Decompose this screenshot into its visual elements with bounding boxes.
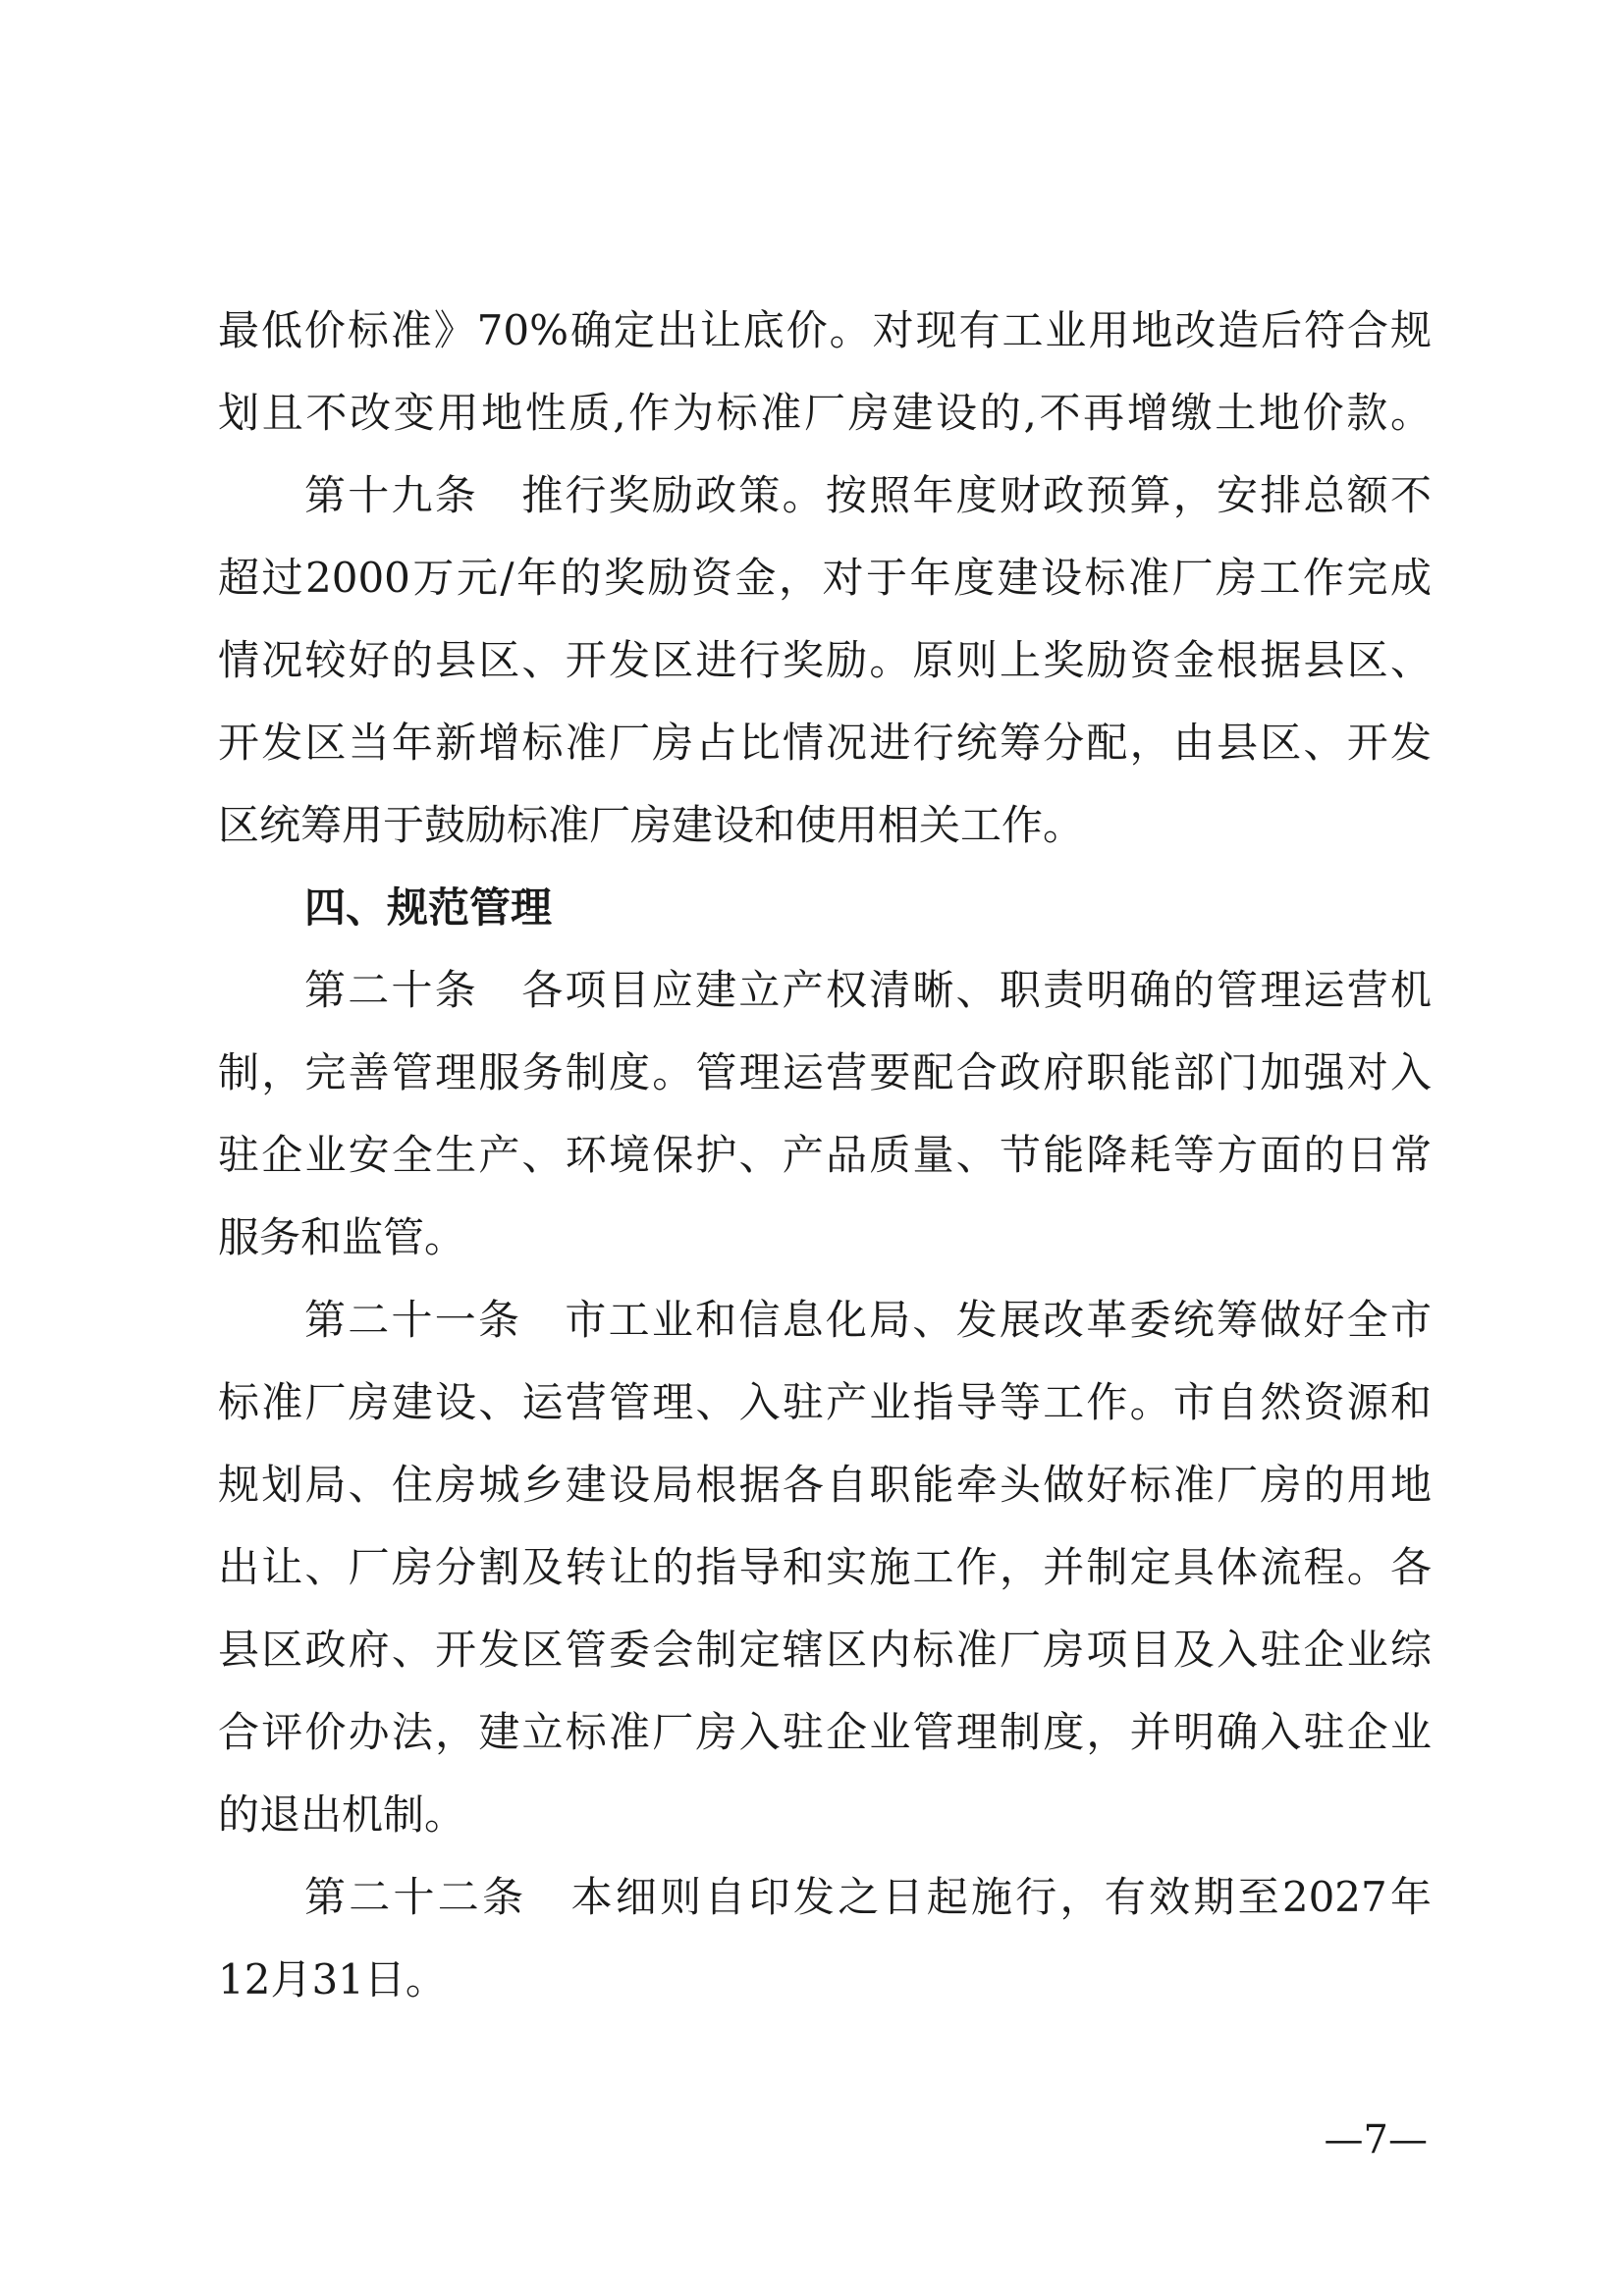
- body-line: 合评价办法，建立标准厂房入驻企业管理制度，并明确入驻企业: [218, 1708, 1432, 1756]
- body-line: 开发区当年新增标准厂房占比情况进行统筹分配，由县区、开发: [218, 719, 1432, 767]
- article-20-line: 第二十条 各项目应建立产权清晰、职责明确的管理运营机: [304, 966, 1432, 1014]
- body-line: 县区政府、开发区管委会制定辖区内标准厂房项目及入驻企业综: [218, 1626, 1432, 1674]
- body-line: 标准厂房建设、运营管理、入驻产业指导等工作。市自然资源和: [218, 1378, 1432, 1426]
- body-line: 区统筹用于鼓励标准厂房建设和使用相关工作。: [218, 801, 1085, 849]
- body-line: 驻企业安全生产、环境保护、产品质量、节能降耗等方面的日常: [218, 1131, 1432, 1179]
- body-line: 服务和监管。: [218, 1213, 466, 1261]
- body-line: 12月31日。: [218, 1955, 447, 2003]
- body-line: 制，完善管理服务制度。管理运营要配合政府职能部门加强对入: [218, 1048, 1432, 1096]
- body-line: 情况较好的县区、开发区进行奖励。原则上奖励资金根据县区、: [218, 636, 1432, 684]
- article-22-line: 第二十二条 本细则自印发之日起施行，有效期至2027年: [304, 1873, 1432, 1921]
- body-line: 规划局、住房城乡建设局根据各自职能牵头做好标准厂房的用地: [218, 1461, 1432, 1509]
- body-line: 划且不改变用地性质,作为标准厂房建设的,不再增缴土地价款。: [218, 389, 1432, 437]
- article-19-line: 第十九条 推行奖励政策。按照年度财政预算，安排总额不: [304, 471, 1432, 519]
- body-line: 出让、厂房分割及转让的指导和实施工作，并制定具体流程。各: [218, 1543, 1432, 1591]
- body-line: 的退出机制。: [218, 1790, 466, 1839]
- section-heading: 四、规范管理: [304, 883, 553, 932]
- body-line: 超过2000万元/年的奖励资金，对于年度建设标准厂房工作完成: [218, 554, 1432, 602]
- body-line: 最低价标准》70%确定出让底价。对现有工业用地改造后符合规: [218, 306, 1432, 354]
- page-number: —7—: [1324, 2117, 1428, 2163]
- document-body: [218, 290, 1432, 2021]
- article-21-line: 第二十一条 市工业和信息化局、发展改革委统筹做好全市: [304, 1296, 1432, 1344]
